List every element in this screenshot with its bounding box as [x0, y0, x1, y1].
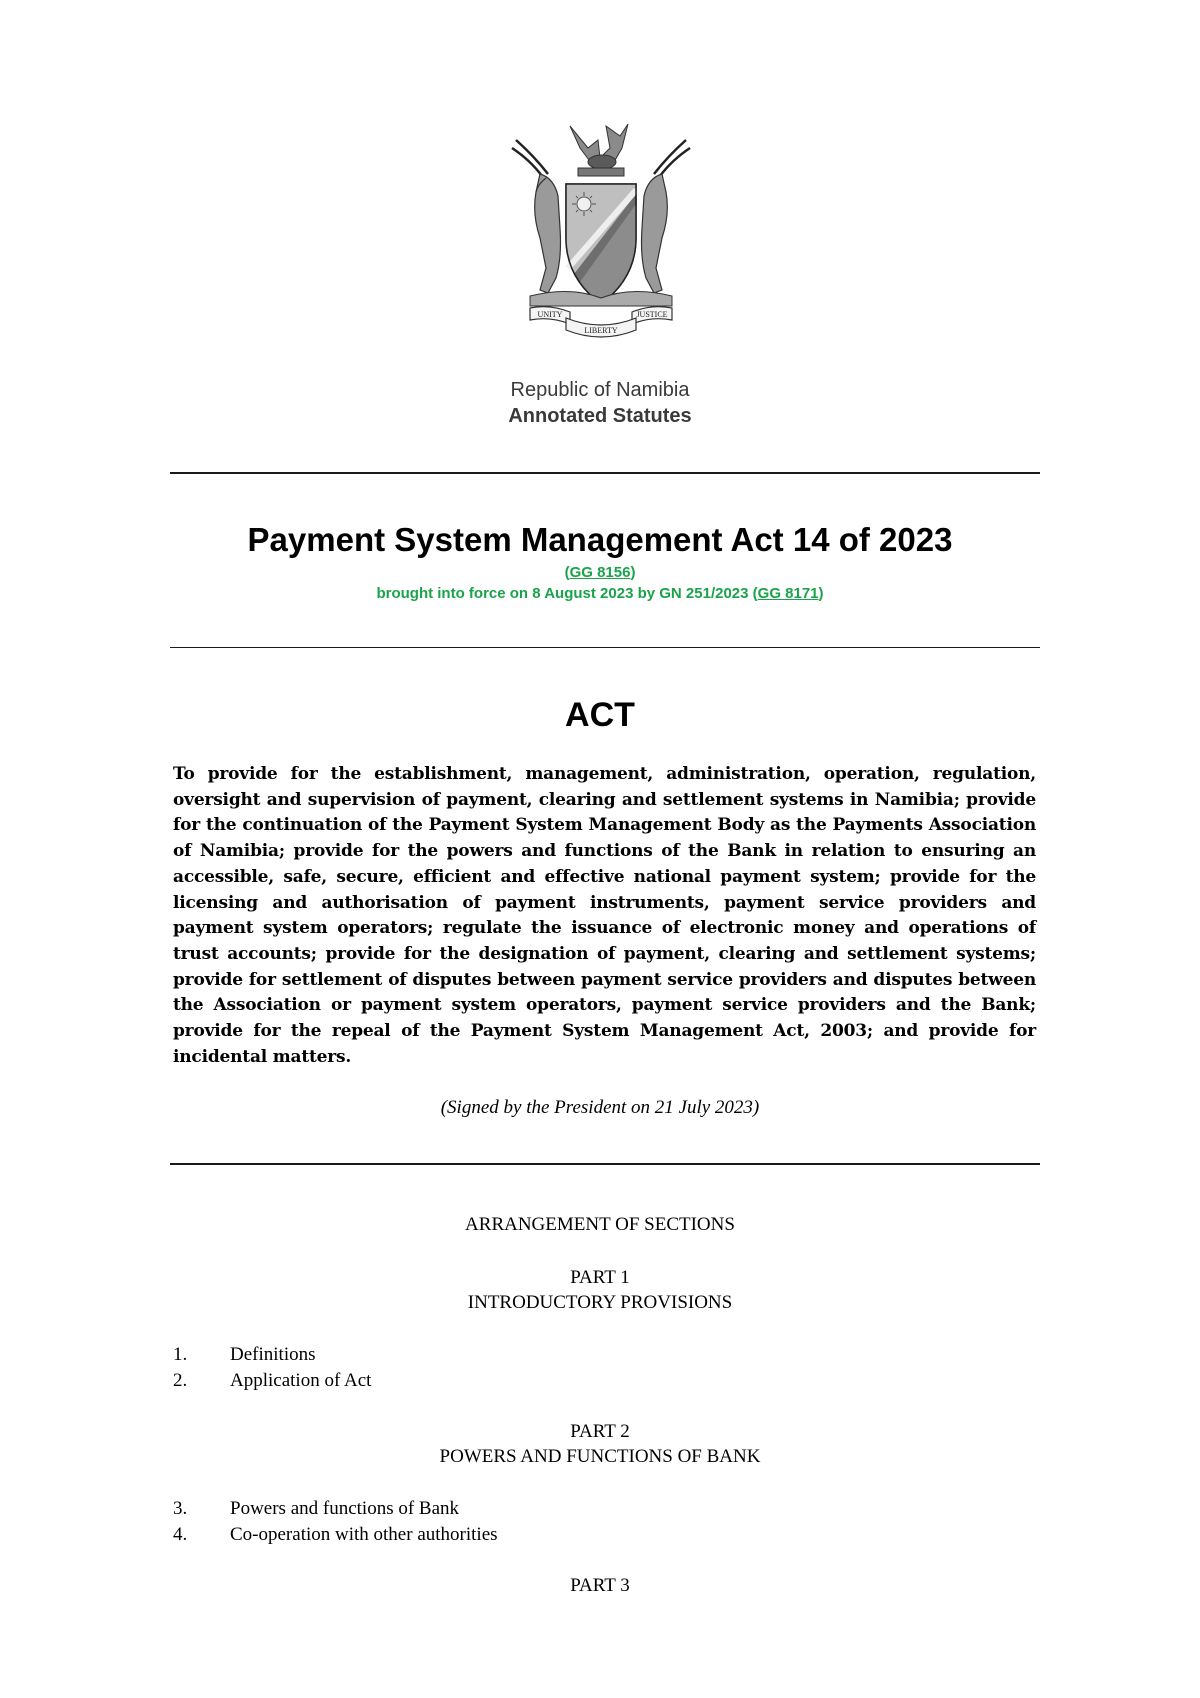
toc-section-item[interactable]	[173, 1343, 873, 1367]
section-title: Application of Act	[230, 1370, 372, 1391]
section-title: Powers and functions of Bank	[230, 1498, 460, 1519]
motto-unity: UNITY	[537, 310, 563, 319]
gazette-prefix: (	[564, 564, 570, 581]
gazette-reference	[0, 563, 1200, 583]
toc-title: ARRANGEMENT OF SECTIONS	[465, 1214, 735, 1235]
section-number: 2.	[173, 1370, 188, 1391]
left-oryx-icon	[512, 140, 561, 293]
right-oryx-icon	[642, 140, 691, 293]
part-name: POWERS AND FUNCTIONS OF BANK	[439, 1446, 761, 1467]
commencement-text: brought into force on 8 August 2023 by GN 251/2023 (	[376, 585, 758, 602]
motto-justice: JUSTICE	[636, 310, 668, 319]
part-name: INTRODUCTORY PROVISIONS	[467, 1292, 733, 1313]
eagle-icon	[570, 124, 628, 169]
motto-liberty: LIBERTY	[584, 326, 618, 335]
gazette-suffix: )	[630, 564, 636, 581]
commencement-note	[0, 584, 1200, 604]
collection-label: Annotated Statutes	[508, 405, 692, 427]
part-label: PART 2	[570, 1421, 630, 1442]
republic-label: Republic of Namibia	[510, 379, 690, 401]
section-number: 4.	[173, 1524, 188, 1545]
toc-section-item[interactable]	[173, 1523, 873, 1547]
toc-section-item[interactable]	[173, 1369, 873, 1393]
toc-section-item[interactable]	[173, 1497, 873, 1521]
section-title: Definitions	[230, 1344, 316, 1365]
act-heading: ACT	[565, 696, 635, 734]
commencement-suffix: )	[818, 585, 824, 602]
divider	[170, 1163, 1040, 1165]
act-title: Payment System Management Act 14 of 2023	[247, 521, 953, 558]
section-number: 3.	[173, 1498, 188, 1519]
gazette-link[interactable]: GG 8156	[569, 564, 631, 581]
shield-icon	[566, 184, 636, 304]
part-label: PART 1	[570, 1267, 630, 1288]
coat-of-arms-emblem	[510, 118, 692, 343]
signature-note: (Signed by the President on 21 July 2023)	[440, 1097, 760, 1118]
commencement-gazette-link[interactable]: GG 8171	[757, 585, 819, 602]
section-title: Co-operation with other authorities	[230, 1524, 498, 1545]
divider	[170, 647, 1040, 648]
divider	[170, 472, 1040, 474]
section-number: 1.	[173, 1344, 188, 1365]
long-title: To provide for the establishment, management, administration, operation, regulation, oversight and supervision of payment, clearing and settlement systems in Namibia; provide for the continuation of the Payment System Management Body as the Payments Association of Namibia; provide for the powers and functions of the Bank in relation to ensuring an accessible, safe, secure, efficient and effective national payment system; provide for the licensing and authorisation of payment instruments, payment service providers and payment system operators; regulate the issuance of electronic money and operations of trust accounts; provide for the designation of payment, clearing and settlement systems; provide for settlement of disputes between payment service providers and disputes between the Association or payment system operators, payment service providers and the Bank; provide for the repeal of the Payment System Management Act, 2003; and provide for incidental matters.	[173, 764, 1036, 1067]
part-label: PART 3	[570, 1575, 630, 1596]
